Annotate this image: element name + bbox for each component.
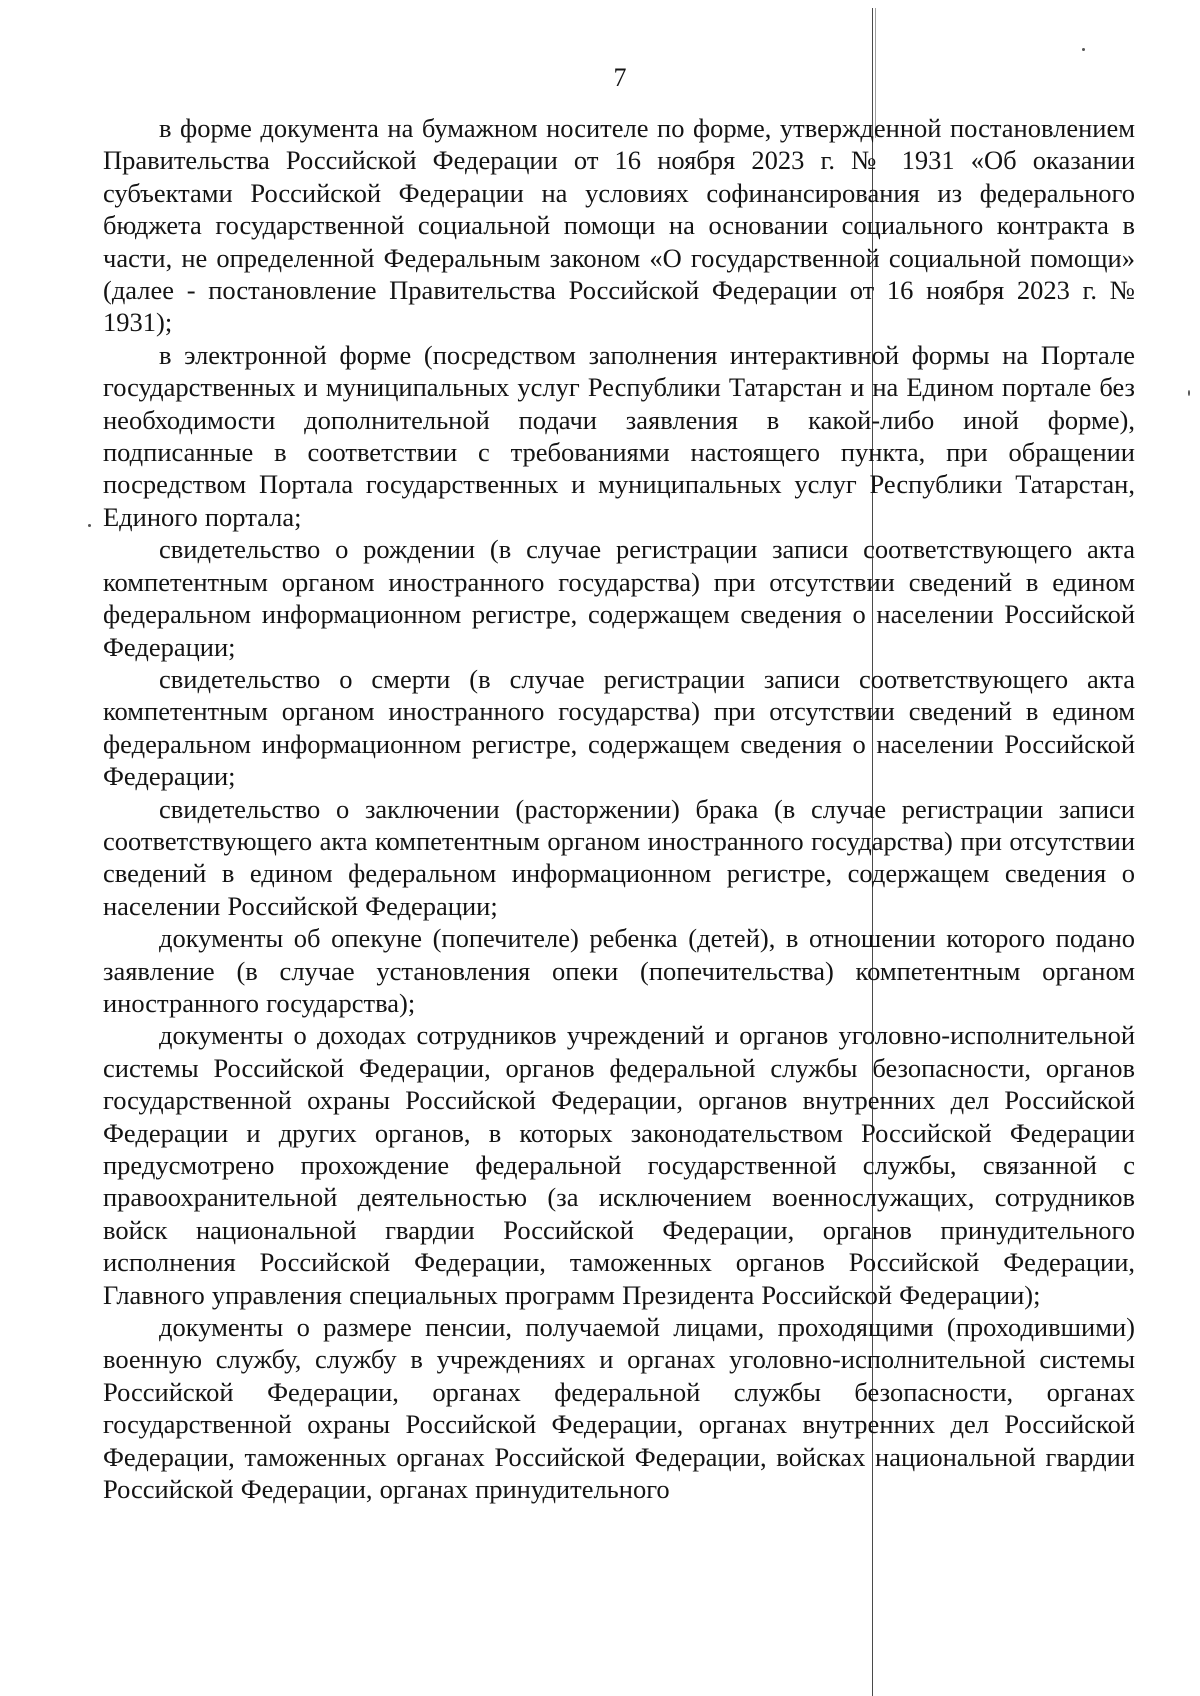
scan-speck bbox=[1188, 390, 1190, 396]
paragraph-electronic-form: в электронной форме (посредством заполнения интерактивной формы на Портале государственных и муниципальных услуг Республики Татарстан и на Едином портале без необходимости дополнительной подачи заявления в какой-либо иной форме), подписанные в соответствии с требованиями настоящего пункта, при обращении посредством Портала государственных и муниципальных услуг Республики Татарстан, Единого портала; bbox=[103, 339, 1135, 532]
paragraph-pension-documents: документы о размере пенсии, получаемой лицами, проходящими (проходившими) военную службу, службу в учреждениях и органах уголовно-исполнительной системы Российской Федерации, органах федеральной службы безопасности, органах государственной охраны Российской Федерации, органах внутренних дел Российской Федерации, таможенных органах Российской Федерации, войсках национальной гвардии Российской Федерации, органах принудительного bbox=[103, 1312, 1135, 1505]
paragraph-marriage-certificate: свидетельство о заключении (расторжении) брака (в случае регистрации записи соответствующего акта компетентным органом иностранного государства) при отсутствии сведений в едином федеральном информационном регистре, содержащем сведения о населении Российской Федерации; bbox=[103, 793, 1135, 921]
paragraph-guardian-documents: документы об опекуне (попечителе) ребенка (детей), в отношении которого подано заявление (в случае установления опеки (попечительства) компетентным органом иностранного государства); bbox=[103, 923, 1135, 1018]
page-number: 7 bbox=[613, 63, 627, 92]
scan-speck bbox=[1082, 48, 1085, 51]
paragraph-income-documents: документы о доходах сотрудников учреждений и органов уголовно-исполнительной системы Российской Федерации, органов федеральной службы безопасности, органов государственной охраны Российской Федерации, органов внутренних дел Российской Федерации и других органов, в которых законодательством Российской Федерации предусмотрено прохождение федеральной государственной службы, связанной с правоохранительной деятельностью (за исключением военнослужащих, сотрудников войск национальной гвардии Российской Федерации, органов принудительного исполнения Российской Федерации, таможенных органов Российской Федерации, Главного управления специальных программ Президента Российской Федерации); bbox=[103, 1020, 1135, 1310]
paragraph-death-certificate: свидетельство о смерти (в случае регистрации записи соответствующего акта компетентным органом иностранного государства) при отсутствии сведений в едином федеральном информационном регистре, содержащем сведения о населении Российской Федерации; bbox=[103, 663, 1135, 792]
document-body bbox=[103, 112, 1135, 1505]
scan-speck bbox=[88, 524, 91, 527]
paragraph-birth-certificate: свидетельство о рождении (в случае регистрации записи соответствующего акта компетентным органом иностранного государства) при отсутствии сведений в едином федеральном информационном регистре, содержащем сведения о населении Российской Федерации; bbox=[103, 534, 1135, 662]
paragraph-paper-form: в форме документа на бумажном носителе по форме, утвержденной постановлением Правительства Российской Федерации от 16 ноября 2023 г. № 1931 «Об оказании субъектами Российской Федерации на условиях софинансирования из федерального бюджета государственной социальной помощи на основании социального контракта в части, не определенной Федеральным законом «О государственной социальной помощи» (далее - постановление Правительства Российской Федерации от 16 ноября 2023 г. № 1931); bbox=[103, 113, 1135, 338]
